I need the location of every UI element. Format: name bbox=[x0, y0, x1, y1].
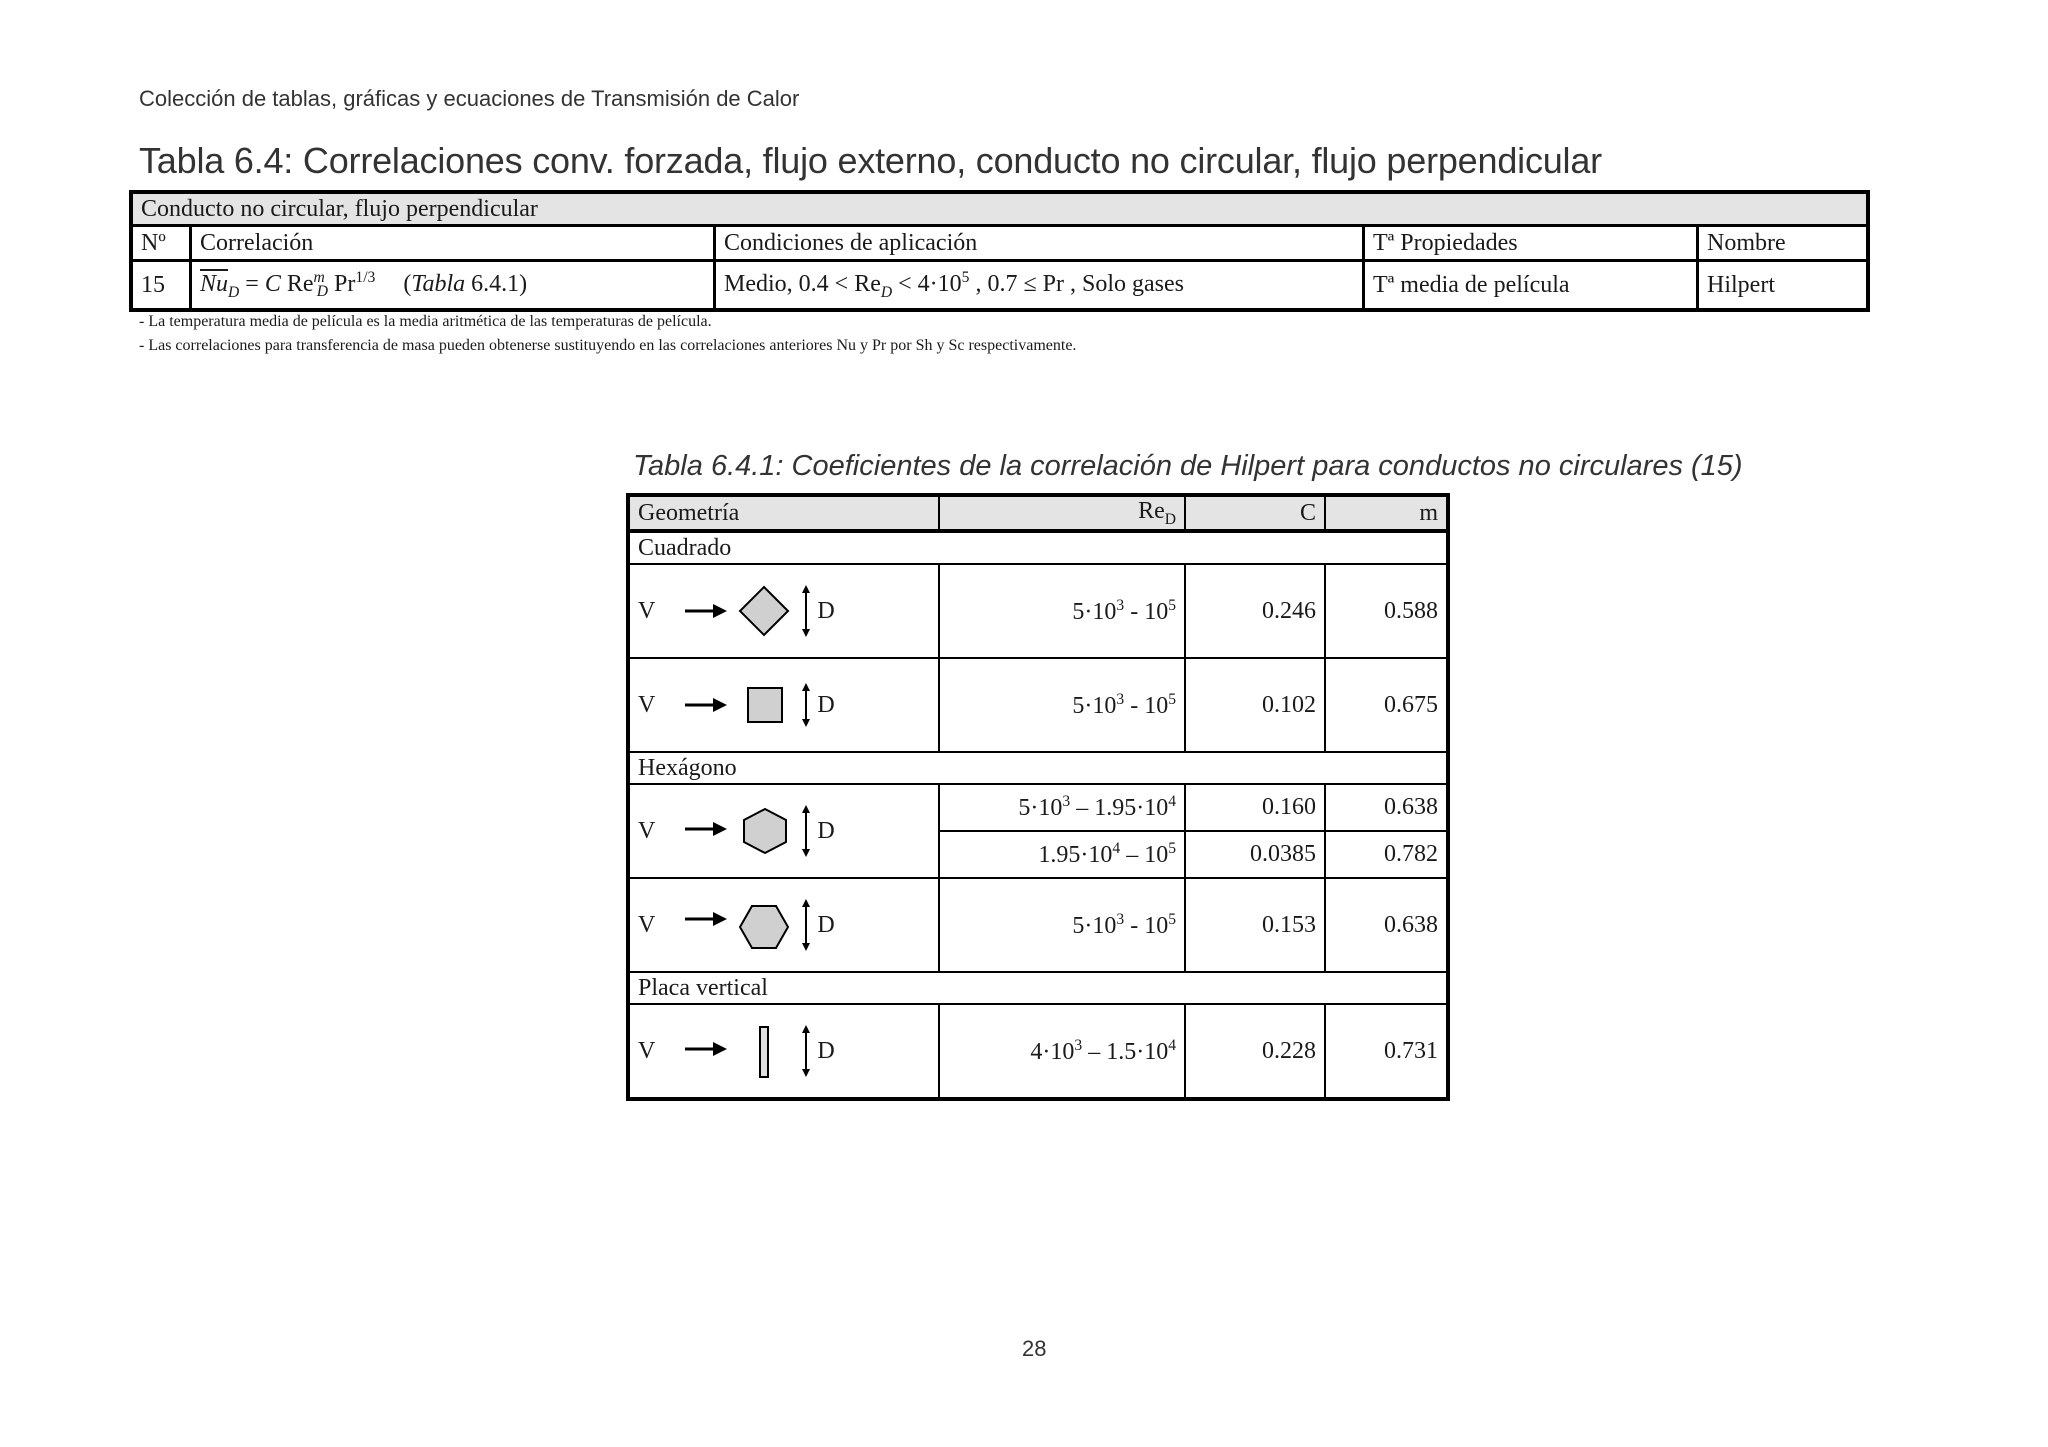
nu-symbol: $\overline{Nu}$ bbox=[200, 270, 229, 297]
velocity-label: V bbox=[638, 911, 656, 938]
re-range: $1.95\cdot 10^4 - 10^5$ bbox=[939, 831, 1185, 878]
flow-arrow-icon bbox=[661, 1021, 811, 1081]
c-value: 0.228 bbox=[1185, 1004, 1325, 1099]
m-value: 0.782 bbox=[1325, 831, 1448, 878]
table-header-row bbox=[628, 495, 1448, 531]
application-conditions: Medio, $0.4 < Re_D < 4\cdot 10^5$ , 0.7 ≤ Pr , Solo gases bbox=[715, 261, 1364, 311]
c-value: 0.102 bbox=[1185, 658, 1325, 752]
property-temperature: Tª media de película bbox=[1364, 261, 1698, 311]
group-label-placa: Placa vertical bbox=[628, 972, 1448, 1004]
group-label-cuadrado: Cuadrado bbox=[628, 531, 1448, 564]
diameter-label: D bbox=[817, 817, 835, 844]
re-range: $4\cdot 10^3 - 1.5\cdot 10^4$ bbox=[939, 1004, 1185, 1099]
col-header-m: m bbox=[1325, 495, 1448, 531]
geometry-figure bbox=[628, 784, 939, 878]
re-range: $5\cdot 10^3 - 10^5$ bbox=[939, 878, 1185, 972]
note-mass-transfer: - Las correlaciones para transferencia de masa pueden obtenerse sustituyendo en las correlaciones anteriores Nu y Pr por Sh y Sc respectivamente. bbox=[139, 337, 1077, 354]
diameter-label: D bbox=[817, 597, 835, 624]
re-range: $5\cdot 10^3 - 10^5$ bbox=[939, 658, 1185, 752]
col-header-geometria: Geometría bbox=[628, 495, 939, 531]
col-header-n: Nº bbox=[131, 226, 191, 261]
diamond-icon bbox=[740, 587, 788, 635]
m-value: 0.731 bbox=[1325, 1004, 1448, 1099]
table-row bbox=[628, 564, 1448, 658]
table-reference-link: Tabla bbox=[411, 270, 466, 297]
geometry-figure bbox=[628, 1004, 939, 1099]
table-header-row bbox=[131, 226, 1868, 261]
page-number: 28 bbox=[1022, 1336, 1047, 1361]
col-header-correlacion: Correlación bbox=[191, 226, 715, 261]
hexagon-flat-icon bbox=[740, 906, 788, 948]
correlation-table bbox=[129, 190, 1870, 312]
c-value: 0.246 bbox=[1185, 564, 1325, 658]
geometry-figure bbox=[628, 878, 939, 972]
correlation-name: Hilpert bbox=[1698, 261, 1869, 311]
velocity-label: V bbox=[638, 597, 656, 624]
re-range: $5\cdot 10^3 - 10^5$ bbox=[939, 564, 1185, 658]
c-value: 0.0385 bbox=[1185, 831, 1325, 878]
hexagon-pointy-icon bbox=[744, 809, 786, 853]
group-row bbox=[628, 972, 1448, 1004]
diameter-label: D bbox=[817, 1037, 835, 1064]
re-range: $5\cdot 10^3 - 1.95\cdot 10^4$ bbox=[939, 784, 1185, 831]
vertical-plate-icon bbox=[760, 1027, 768, 1077]
col-header-propiedades: Tª Propiedades bbox=[1364, 226, 1698, 261]
geometry-figure bbox=[628, 658, 939, 752]
table-row bbox=[131, 261, 1868, 311]
flow-arrow-icon bbox=[661, 675, 811, 735]
velocity-label: V bbox=[638, 1037, 656, 1064]
m-value: 0.638 bbox=[1325, 878, 1448, 972]
table-row bbox=[628, 658, 1448, 752]
m-value: 0.638 bbox=[1325, 784, 1448, 831]
section-label: Conducto no circular, flujo perpendicular bbox=[131, 192, 1868, 226]
m-value: 0.588 bbox=[1325, 564, 1448, 658]
velocity-label: V bbox=[638, 817, 656, 844]
col-header-condiciones: Condiciones de aplicación bbox=[715, 226, 1364, 261]
flow-arrow-icon bbox=[661, 581, 811, 641]
group-label-hexagono: Hexágono bbox=[628, 752, 1448, 784]
diameter-label: D bbox=[817, 691, 835, 718]
row-number: 15 bbox=[131, 261, 191, 311]
table-row bbox=[628, 1004, 1448, 1099]
col-header-nombre: Nombre bbox=[1698, 226, 1869, 261]
col-header-re: $Re_D$ bbox=[939, 495, 1185, 531]
square-icon bbox=[748, 688, 782, 722]
c-value: 0.160 bbox=[1185, 784, 1325, 831]
table-section-row bbox=[131, 192, 1868, 226]
diameter-label: D bbox=[817, 911, 835, 938]
subtable-title: Tabla 6.4.1: Coeficientes de la correlación de Hilpert para conductos no circulares (15) bbox=[633, 450, 1743, 482]
m-value: 0.675 bbox=[1325, 658, 1448, 752]
flow-arrow-icon bbox=[661, 801, 811, 861]
table-row bbox=[628, 878, 1448, 972]
note-film-temperature: - La temperatura media de película es la media aritmética de las temperaturas de película. bbox=[139, 313, 712, 330]
coefficient-table bbox=[626, 493, 1450, 1101]
velocity-label: V bbox=[638, 691, 656, 718]
group-row bbox=[628, 531, 1448, 564]
running-header: Colección de tablas, gráficas y ecuaciones de Transmisión de Calor bbox=[139, 86, 800, 111]
c-value: 0.153 bbox=[1185, 878, 1325, 972]
col-header-c: C bbox=[1185, 495, 1325, 531]
flow-arrow-icon bbox=[661, 895, 811, 955]
geometry-figure bbox=[628, 564, 939, 658]
page-title: Tabla 6.4: Correlaciones conv. forzada, flujo externo, conducto no circular, flujo perpendicular bbox=[139, 140, 1602, 181]
group-row bbox=[628, 752, 1448, 784]
correlation-formula: $\overline{Nu}_D = C$ $Re^m_D$ $Pr^{1/3}$ (Tabla 6.4.1) bbox=[191, 261, 715, 311]
table-row bbox=[628, 784, 1448, 831]
